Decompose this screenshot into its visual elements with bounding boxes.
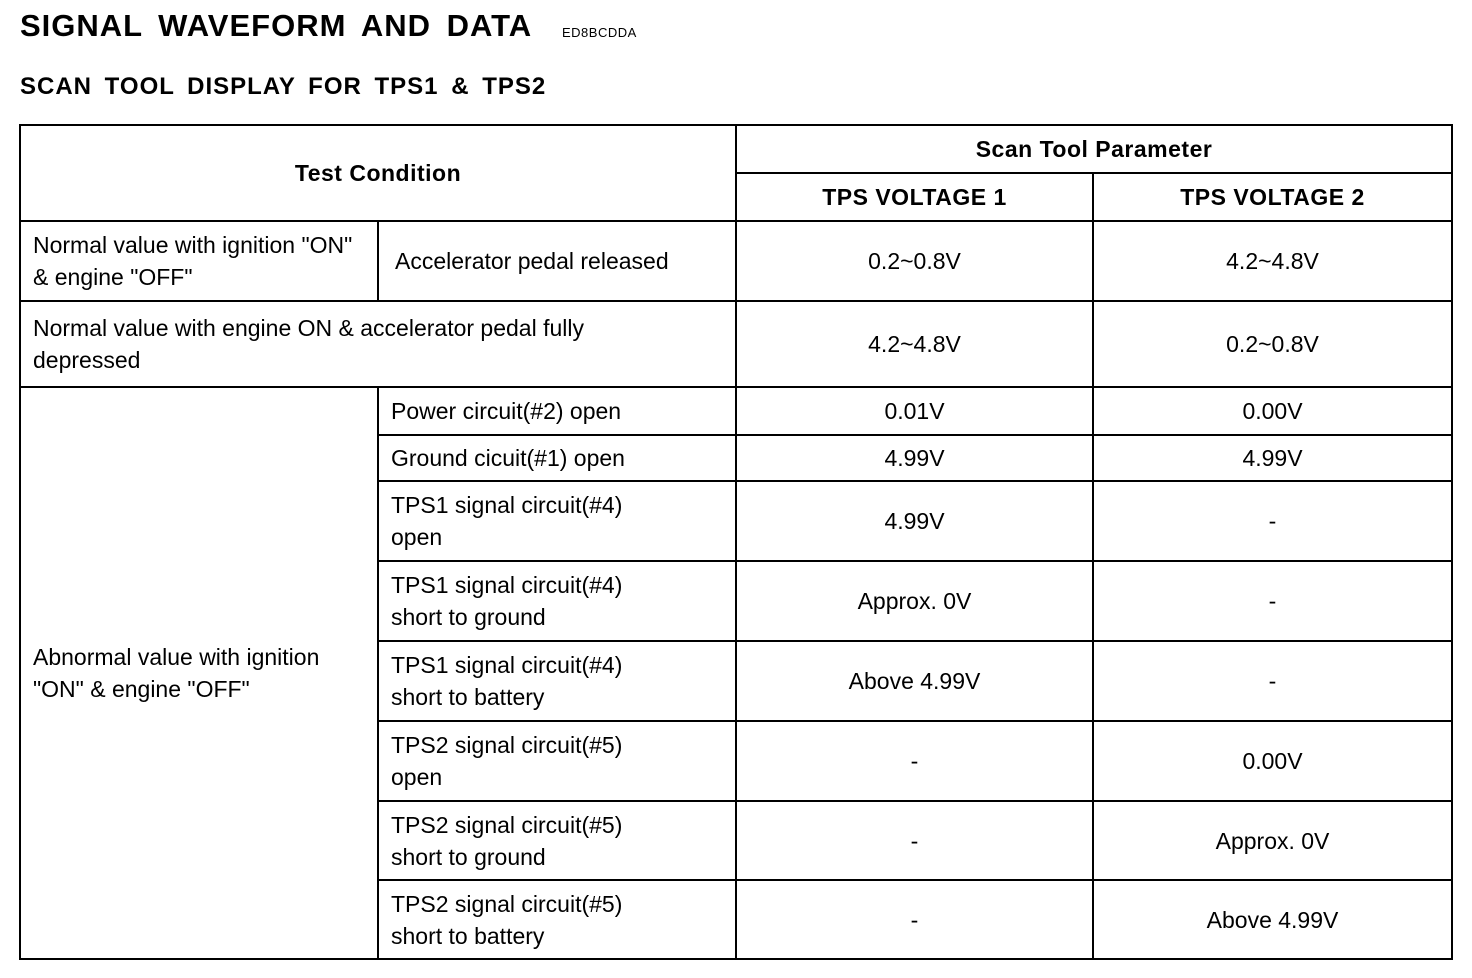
tps1-value: 4.99V: [736, 435, 1093, 481]
tps2-value: Approx. 0V: [1093, 801, 1452, 880]
section-subtitle: SCAN TOOL DISPLAY FOR TPS1 & TPS2: [20, 73, 547, 100]
tps2-value: -: [1093, 641, 1452, 721]
table-header-row: [20, 125, 1452, 173]
sub-condition-cell: TPS1 signal circuit(#4) short to battery: [378, 641, 736, 721]
tps1-value: 4.2~4.8V: [736, 301, 1093, 387]
table-row: [20, 387, 1452, 435]
tps2-value: Above 4.99V: [1093, 880, 1452, 959]
condition-cell: Normal value with engine ON & accelerator pedal fully depressed: [20, 301, 736, 387]
sub-condition-cell: TPS2 signal circuit(#5) short to battery: [378, 880, 736, 959]
sub-condition-cell: Ground cicuit(#1) open: [378, 435, 736, 481]
tps2-value: 0.00V: [1093, 721, 1452, 801]
tps2-value: -: [1093, 481, 1452, 561]
sub-condition-cell: TPS2 signal circuit(#5) short to ground: [378, 801, 736, 880]
tps1-value: 4.99V: [736, 481, 1093, 561]
header-scan-tool-parameter: Scan Tool Parameter: [736, 125, 1452, 173]
table-row: [20, 301, 1452, 387]
tps2-value: -: [1093, 561, 1452, 641]
scan-tool-table: [19, 124, 1453, 960]
abnormal-condition-cell: Abnormal value with ignition "ON" & engine "OFF": [20, 387, 378, 959]
tps2-value: 4.2~4.8V: [1093, 221, 1452, 301]
tps2-value: 0.2~0.8V: [1093, 301, 1452, 387]
sub-condition-cell: Accelerator pedal released: [378, 221, 736, 301]
condition-cell: Normal value with ignition "ON" & engine "OFF": [20, 221, 378, 301]
tps1-value: -: [736, 721, 1093, 801]
tps2-value: 0.00V: [1093, 387, 1452, 435]
tps2-value: 4.99V: [1093, 435, 1452, 481]
header-tps-voltage-2: TPS VOLTAGE 2: [1093, 173, 1452, 221]
sub-condition-cell: Power circuit(#2) open: [378, 387, 736, 435]
page-title: SIGNAL WAVEFORM AND DATA: [20, 8, 533, 43]
tps1-value: -: [736, 801, 1093, 880]
sub-condition-cell: TPS1 signal circuit(#4) open: [378, 481, 736, 561]
tps1-value: 0.2~0.8V: [736, 221, 1093, 301]
tps1-value: -: [736, 880, 1093, 959]
sub-condition-cell: TPS1 signal circuit(#4) short to ground: [378, 561, 736, 641]
sub-condition-cell: TPS2 signal circuit(#5) open: [378, 721, 736, 801]
document-code: ED8BCDDA: [562, 25, 637, 40]
tps1-value: Approx. 0V: [736, 561, 1093, 641]
header-test-condition: Test Condition: [20, 125, 736, 221]
tps1-value: 0.01V: [736, 387, 1093, 435]
tps1-value: Above 4.99V: [736, 641, 1093, 721]
table-row: [20, 221, 1452, 301]
header-tps-voltage-1: TPS VOLTAGE 1: [736, 173, 1093, 221]
